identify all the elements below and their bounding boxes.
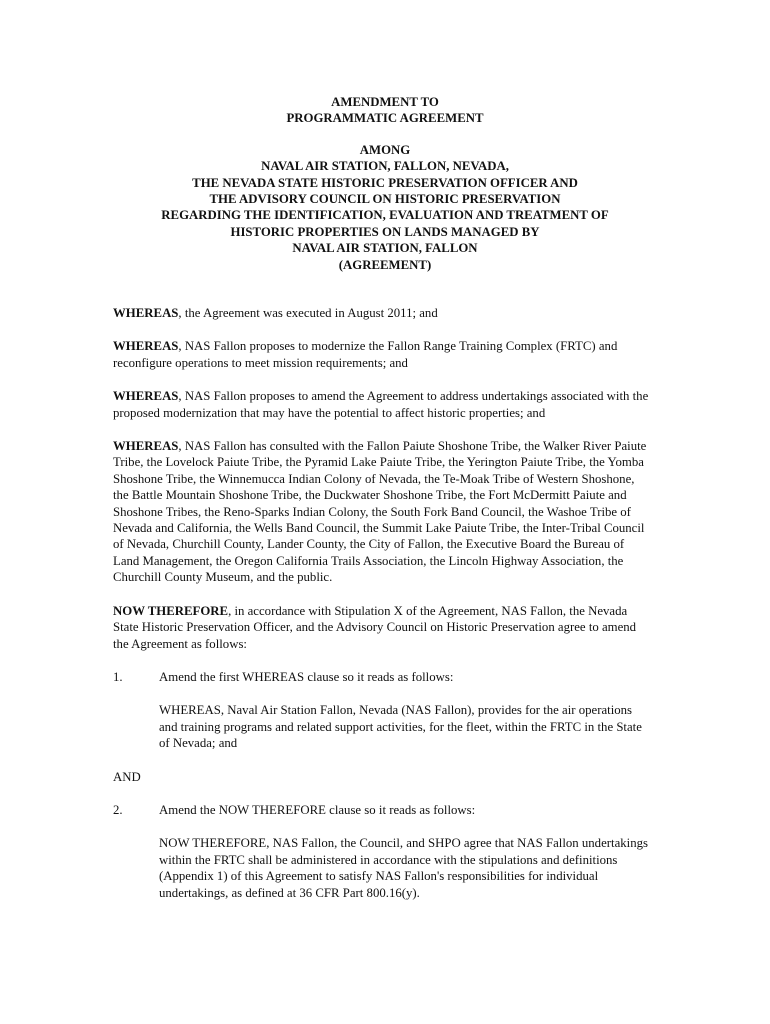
amended-clause-text: NOW THEREFORE, NAS Fallon, the Council, and SHPO agree that NAS Fallon undertakings within the FRTC shall be administered in accordance with the stipulations and definitions (Appendix 1) of this Agreement to satisfy NAS Fallon's responsibilities for individual undertakings, as defined at 36 CFR Part 800.16(y). (159, 836, 648, 900)
title-line: AMENDMENT TO (331, 95, 439, 109)
clause-lead: NOW THEREFORE (113, 603, 229, 618)
clause-text: , in accordance with Stipulation X of the Agreement, NAS Fallon, the Nevada State Historic Preservation Officer, and the Advisory Council on Historic Preservation agree to amend the Agreement as follows: (113, 603, 637, 651)
title-line: NAVAL AIR STATION, FALLON, NEVADA, (261, 159, 509, 174)
amendment-item (113, 802, 653, 818)
whereas-clause (113, 438, 653, 586)
amendment-item (113, 669, 653, 685)
title-line: NAVAL AIR STATION, FALLON (292, 241, 478, 256)
title-line: THE ADVISORY COUNCIL ON HISTORIC PRESERVATION (209, 192, 561, 207)
title-line: HISTORIC PROPERTIES ON LANDS MANAGED BY (230, 224, 540, 239)
whereas-clause (113, 388, 653, 421)
whereas-clause (113, 338, 653, 371)
title-line: AMONG (359, 142, 411, 157)
clause-text: , the Agreement was executed in August 2011; and (178, 306, 438, 320)
now-therefore-clause (113, 603, 653, 652)
clause-lead: WHEREAS (113, 439, 179, 454)
item-text: Amend the NOW THEREFORE clause so it reads as follows: (159, 802, 476, 817)
document-title (100, 94, 670, 273)
clause-text: , NAS Fallon proposes to modernize the Fallon Range Training Complex (FRTC) and reconfigure operations to meet mission requirements; and (113, 339, 618, 370)
title-line: REGARDING THE IDENTIFICATION, EVALUATION AND TREATMENT OF (161, 208, 609, 223)
clause-lead: WHEREAS (113, 306, 179, 320)
item-number: 1. (113, 669, 123, 684)
amended-clause-text: WHEREAS, Naval Air Station Fallon, Nevada (NAS Fallon), provides for the air operations and training programs and related support activities, for the fleet, within the FRTC in the State of Nevada; and (159, 703, 642, 751)
clause-text: , NAS Fallon has consulted with the Fallon Paiute Shoshone Tribe, the Walker River Paiute Tribe, the Lovelock Paiute Tribe, the Pyramid Lake Paiute Tribe, the Yerington Paiute Tribe, the Yomba Shoshone Tribe, the Winnemucca Indian Colony of Nevada, the Te-Moak Tribe of Western Shoshone, the Battle Mountain Shoshone Tribe, the Duckwater Shoshone Tribe, the Fort McDermitt Paiute and Shoshone Tribes, the Reno-Sparks Indian Colony, the South Fork Band Council, the Washoe Tribe of Nevada and California, the Wells Band Council, the Summit Lake Paiute Tribe, the Inter-Tribal Council of Nevada, Churchill County, Lander County, the City of Fallon, the Executive Board the Bureau of Land Management, the Oregon California Trails Association, the Lincoln Highway Association, the Churchill County Museum, and the public. (113, 439, 647, 585)
and-text: AND (113, 769, 141, 784)
title-line: (AGREEMENT) (338, 257, 432, 272)
title-line: PROGRAMMATIC AGREEMENT (286, 111, 484, 126)
clause-text: , NAS Fallon proposes to amend the Agreement to address undertakings associated with the proposed modernization that may have the potential to affect historic properties; and (113, 389, 649, 420)
item-text: Amend the first WHEREAS clause so it reads as follows: (159, 669, 454, 684)
item-number: 2. (113, 802, 123, 817)
title-line: THE NEVADA STATE HISTORIC PRESERVATION OFFICER AND (192, 175, 578, 190)
clause-lead: WHEREAS (113, 339, 179, 354)
clause-lead: WHEREAS (113, 389, 179, 404)
document-body (113, 305, 653, 918)
spacer (100, 127, 670, 142)
whereas-clause (113, 305, 653, 321)
